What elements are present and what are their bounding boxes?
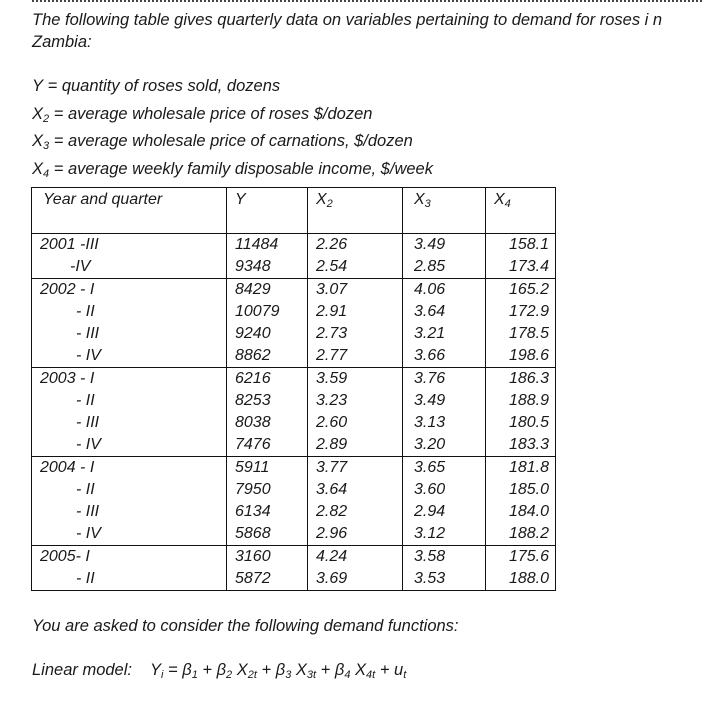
table-row bbox=[32, 568, 556, 591]
cell-x4: 173.4 bbox=[486, 256, 556, 279]
cell-quarter: -IV bbox=[32, 256, 227, 279]
cell-x3: 3.66 bbox=[403, 345, 486, 368]
header-x4: $X_4$ bbox=[486, 188, 556, 234]
cell-x3: 3.13 bbox=[403, 412, 486, 434]
cell-x4: 198.6 bbox=[486, 345, 556, 368]
cell-x2: 3.77 bbox=[308, 457, 403, 480]
table-row bbox=[32, 256, 556, 279]
model-label: Linear model: bbox=[32, 661, 132, 679]
cell-x2: 2.89 bbox=[308, 434, 403, 457]
cell-x2: 2.96 bbox=[308, 523, 403, 546]
table-row bbox=[32, 523, 556, 546]
cell-x3: 3.20 bbox=[403, 434, 486, 457]
cell-x4: 188.2 bbox=[486, 523, 556, 546]
cell-x4: 180.5 bbox=[486, 412, 556, 434]
cell-y: 3160 bbox=[227, 546, 308, 569]
cell-y: 5868 bbox=[227, 523, 308, 546]
formula-term: + $u_t$ bbox=[375, 661, 407, 681]
cell-y: 9348 bbox=[227, 256, 308, 279]
cell-x3: 3.76 bbox=[403, 368, 486, 391]
table-row bbox=[32, 345, 556, 368]
top-dotted-rule bbox=[32, 0, 702, 2]
definition-x2: $X_2$ = average wholesale price of roses $/dozen bbox=[32, 104, 373, 125]
cell-quarter: - IV bbox=[32, 345, 227, 368]
linear-model-equation bbox=[32, 661, 406, 681]
cell-x3: 3.58 bbox=[403, 546, 486, 569]
cell-x3: 3.12 bbox=[403, 523, 486, 546]
table-row bbox=[32, 457, 556, 480]
cell-x4: 184.0 bbox=[486, 501, 556, 523]
cell-y: 8429 bbox=[227, 279, 308, 302]
table-row bbox=[32, 412, 556, 434]
table-header-row bbox=[32, 188, 556, 234]
cell-y: 7476 bbox=[227, 434, 308, 457]
cell-x4: 188.0 bbox=[486, 568, 556, 591]
cell-x2: 2.73 bbox=[308, 323, 403, 345]
formula-term: $X_{4t}$ bbox=[350, 661, 376, 681]
cell-y: 8253 bbox=[227, 390, 308, 412]
table-row bbox=[32, 279, 556, 302]
cell-y: 6134 bbox=[227, 501, 308, 523]
cell-x2: 2.91 bbox=[308, 301, 403, 323]
cell-quarter: - II bbox=[32, 568, 227, 591]
cell-x2: 2.54 bbox=[308, 256, 403, 279]
question-text: You are asked to consider the following demand functions: bbox=[32, 617, 459, 635]
cell-y: 9240 bbox=[227, 323, 308, 345]
cell-x2: 3.59 bbox=[308, 368, 403, 391]
table-row bbox=[32, 301, 556, 323]
cell-x3: 4.06 bbox=[403, 279, 486, 302]
cell-x2: 2.77 bbox=[308, 345, 403, 368]
cell-quarter: 2005- I bbox=[32, 546, 227, 569]
roses-data-table bbox=[31, 187, 556, 591]
cell-quarter: - III bbox=[32, 323, 227, 345]
table-row bbox=[32, 368, 556, 391]
cell-quarter: - III bbox=[32, 412, 227, 434]
cell-x2: 2.60 bbox=[308, 412, 403, 434]
cell-y: 7950 bbox=[227, 479, 308, 501]
cell-quarter: - II bbox=[32, 479, 227, 501]
cell-x3: 3.21 bbox=[403, 323, 486, 345]
cell-x4: 186.3 bbox=[486, 368, 556, 391]
cell-x3: 3.49 bbox=[403, 390, 486, 412]
cell-x3: 2.85 bbox=[403, 256, 486, 279]
table-row bbox=[32, 501, 556, 523]
cell-x2: 3.07 bbox=[308, 279, 403, 302]
table-row bbox=[32, 390, 556, 412]
cell-quarter: - IV bbox=[32, 434, 227, 457]
header-y: Y bbox=[227, 188, 308, 234]
cell-x3: 3.64 bbox=[403, 301, 486, 323]
table-row bbox=[32, 323, 556, 345]
formula-term: $X_{2t}$ bbox=[232, 661, 257, 681]
cell-x2: 2.82 bbox=[308, 501, 403, 523]
formula-term: $X_{3t}$ bbox=[291, 661, 317, 681]
cell-quarter: 2004 - I bbox=[32, 457, 227, 480]
cell-y: 8862 bbox=[227, 345, 308, 368]
header-year-quarter: Year and quarter bbox=[32, 188, 227, 234]
formula-term: + $\beta_4$ bbox=[316, 661, 351, 681]
cell-x4: 181.8 bbox=[486, 457, 556, 480]
cell-x2: 2.26 bbox=[308, 234, 403, 257]
table-row bbox=[32, 234, 556, 257]
table-row bbox=[32, 546, 556, 569]
intro-text: The following table gives quarterly data on variables pertaining to demand for roses i n Zambia: bbox=[32, 11, 663, 51]
cell-x3: 3.49 bbox=[403, 234, 486, 257]
formula-term: + $\beta_3$ bbox=[256, 661, 292, 681]
table-row bbox=[32, 479, 556, 501]
model-formula bbox=[150, 661, 406, 679]
cell-quarter: - III bbox=[32, 501, 227, 523]
cell-quarter: 2003 - I bbox=[32, 368, 227, 391]
header-x2: $X_2$ bbox=[308, 188, 403, 234]
cell-x4: 175.6 bbox=[486, 546, 556, 569]
definition-y: Y = quantity of roses sold, dozens bbox=[32, 77, 281, 95]
cell-y: 11484 bbox=[227, 234, 308, 257]
cell-x2: 4.24 bbox=[308, 546, 403, 569]
cell-x4: 158.1 bbox=[486, 234, 556, 257]
cell-x3: 3.60 bbox=[403, 479, 486, 501]
cell-x2: 3.69 bbox=[308, 568, 403, 591]
cell-quarter: - II bbox=[32, 390, 227, 412]
cell-x2: 3.23 bbox=[308, 390, 403, 412]
variable-definitions bbox=[32, 75, 433, 185]
table-row bbox=[32, 434, 556, 457]
cell-quarter: - II bbox=[32, 301, 227, 323]
cell-x4: 178.5 bbox=[486, 323, 556, 345]
cell-x2: 3.64 bbox=[308, 479, 403, 501]
cell-x4: 183.3 bbox=[486, 434, 556, 457]
formula-term: = $\beta_1$ bbox=[163, 661, 198, 681]
formula-term: + $\beta_2$ bbox=[197, 661, 233, 681]
cell-quarter: 2001 -III bbox=[32, 234, 227, 257]
cell-y: 8038 bbox=[227, 412, 308, 434]
cell-y: 6216 bbox=[227, 368, 308, 391]
cell-x3: 3.53 bbox=[403, 568, 486, 591]
cell-x4: 188.9 bbox=[486, 390, 556, 412]
cell-x4: 172.9 bbox=[486, 301, 556, 323]
cell-x3: 3.65 bbox=[403, 457, 486, 480]
cell-x4: 185.0 bbox=[486, 479, 556, 501]
definition-x3: $X_3$ = average wholesale price of carnations, $/dozen bbox=[32, 132, 413, 152]
formula-term: $Y_i$ bbox=[149, 661, 164, 681]
cell-y: 5872 bbox=[227, 568, 308, 591]
cell-y: 5911 bbox=[227, 457, 308, 480]
cell-y: 10079 bbox=[227, 301, 308, 323]
header-x3: $X_3$ bbox=[403, 188, 486, 234]
cell-x3: 2.94 bbox=[403, 501, 486, 523]
definition-x4: $X_4$ = average weekly family disposable income, $/week bbox=[32, 159, 433, 180]
cell-quarter: - IV bbox=[32, 523, 227, 546]
cell-quarter: 2002 - I bbox=[32, 279, 227, 302]
cell-x4: 165.2 bbox=[486, 279, 556, 302]
